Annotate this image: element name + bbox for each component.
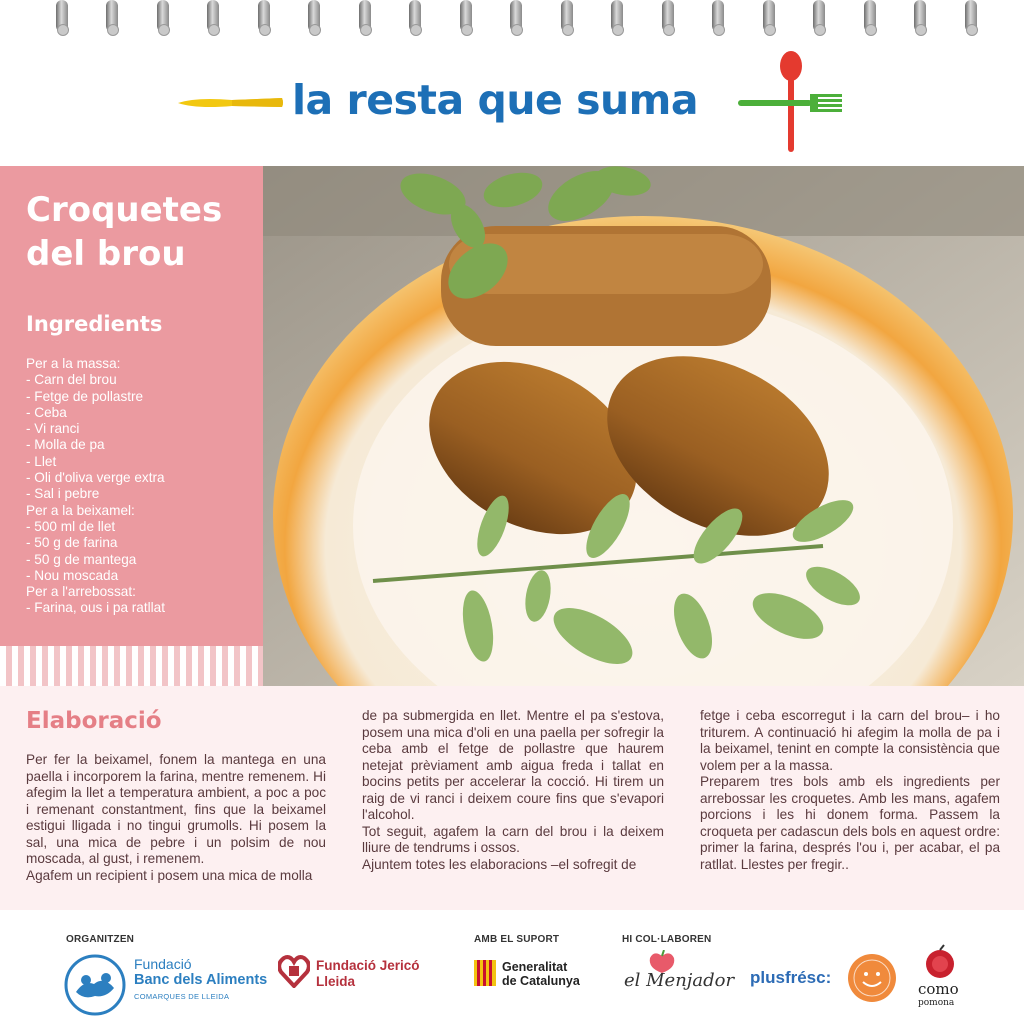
list-item: - Sal i pebre <box>26 486 100 502</box>
generalitat-logo <box>474 958 594 992</box>
paragraph: fetge i ceba escorregut i la carn del brou– i ho triturem. A continuació hi afegim la molla de pa i la beixamel, tenint en compte la consistència que volem per a la massa. <box>700 708 1000 773</box>
binding-ring <box>308 0 320 32</box>
ingredients-list <box>26 356 258 617</box>
list-item: Per a l'arrebossat: <box>26 584 136 600</box>
banc-aliments-logo <box>64 954 268 1018</box>
senyera-icon <box>474 960 496 986</box>
binding-ring <box>611 0 623 32</box>
binding-ring <box>207 0 219 32</box>
paragraph: Preparem tres bols amb els ingredients per arrebossar les croquetes. Amb les mans, agafem porcions i les hi donem forma. Passem la croqueta per cadascun dels bols en aquest ordre: primer la farina, després l'ou i, per acabar, el pa ratllat. Llestes per fregir.. <box>700 774 1000 872</box>
binding-ring <box>409 0 421 32</box>
generalitat-line-2: de Catalunya <box>502 974 580 988</box>
fork-spoon-icon <box>738 48 850 158</box>
brand-title: la resta que suma <box>292 76 699 124</box>
recipe-title-line: Croquetes <box>26 190 223 230</box>
paragraph: Per fer la beixamel, fonem la mantega en una paella i incorporem la farina, mentre remenem. Hi afegim la llet a temperatura ambient, a poc a poc i remenant constantment, fins que la beixamel estigui lligada i no tingui grumolls. Hi posem la sal, una mica de pebre i un polsim de nou moscada, al gust, i remenem. <box>26 752 326 866</box>
jerico-heart-icon <box>278 954 310 988</box>
banc-aliments-emblem-icon <box>64 954 126 1016</box>
ingredients-heading: Ingredients <box>26 312 163 336</box>
como-line-2: pomona <box>918 998 955 1008</box>
jerico-line-1: Fundació Jericó <box>316 958 420 973</box>
list-item: Per a la massa: <box>26 356 121 371</box>
sponsors-footer <box>0 910 1024 1024</box>
binding-ring <box>106 0 118 32</box>
binding-ring <box>510 0 522 32</box>
binding-ring <box>359 0 371 32</box>
elaboracio-column-1 <box>26 752 326 884</box>
generalitat-line-1: Generalitat <box>502 960 568 974</box>
croquettes-photo-illustration <box>263 166 1024 686</box>
binding-ring <box>258 0 270 32</box>
list-item: - Vi ranci <box>26 421 80 437</box>
list-item: - Ceba <box>26 404 67 420</box>
banc-line-2: Banc dels Aliments <box>134 972 268 988</box>
list-item: Per a la beixamel: <box>26 502 135 518</box>
binding-ring <box>561 0 573 32</box>
elaboracio-heading: Elaboració <box>26 708 162 734</box>
el-menjador-logo <box>622 950 738 996</box>
list-item: - 50 g de farina <box>26 535 118 551</box>
como-pomona-logo <box>914 944 966 1016</box>
recipe-title-line: del brou <box>26 234 186 274</box>
fundacio-jerico-logo <box>278 954 448 998</box>
smile-circle-logo-icon <box>846 952 898 1004</box>
binding-ring <box>965 0 977 32</box>
elaboracio-section <box>0 686 1024 910</box>
page-header <box>0 40 1024 166</box>
paragraph: Agafem un recipient i posem una mica de molla <box>26 867 313 883</box>
list-item: - Oli d'oliva verge extra <box>26 470 165 486</box>
list-item: - Carn del brou <box>26 372 117 388</box>
binding-ring <box>864 0 876 32</box>
list-item: - 500 ml de llet <box>26 518 116 534</box>
paragraph: Tot seguit, agafem la carn del brou i la deixem lliure de tendrums i ossos. <box>362 823 664 855</box>
list-item: - Molla de pa <box>26 437 105 453</box>
banc-line-1: Fundació <box>134 956 192 972</box>
organitzen-label: ORGANITZEN <box>66 934 135 945</box>
paragraph: Ajuntem totes les elaboracions –el sofregit de <box>362 856 637 872</box>
list-item: - 50 g de mantega <box>26 551 137 567</box>
spiral-binding <box>0 0 1024 40</box>
collaboren-label: HI COL·LABOREN <box>622 934 712 945</box>
list-item: - Fetge de pollastre <box>26 388 144 404</box>
banc-line-3: COMARQUES DE LLEIDA <box>134 992 230 1001</box>
paragraph: de pa submergida en llet. Mentre el pa s'estova, posem una mica d'oli en una paella per sofregir la ceba amb el fetge de pollastre que haurem netejat prèviament amb aigua freda i tallat en bocins petits per accelerar la cocció. Hi tirem un raig de vi ranci i deixem coure fins que s'evapori l'alcohol. <box>362 708 664 822</box>
pomegranate-icon <box>922 944 958 980</box>
como-line-1: como <box>918 980 959 998</box>
suport-label: AMB EL SUPORT <box>474 934 560 945</box>
list-item: - Farina, ous i pa ratllat <box>26 600 166 616</box>
binding-ring <box>813 0 825 32</box>
jerico-line-2: Lleida <box>316 974 356 989</box>
elaboracio-column-3 <box>700 708 1000 873</box>
decorative-stripes <box>0 646 263 686</box>
elaboracio-column-2 <box>362 708 664 873</box>
recipe-info-panel <box>0 166 263 686</box>
binding-ring <box>914 0 926 32</box>
recipe-title <box>26 188 256 276</box>
binding-ring <box>712 0 724 32</box>
recipe-photo <box>263 166 1024 686</box>
binding-ring <box>763 0 775 32</box>
binding-ring <box>460 0 472 32</box>
list-item: - Llet <box>26 453 57 469</box>
binding-ring <box>157 0 169 32</box>
list-item: - Nou moscada <box>26 567 119 583</box>
menjador-text: el Menjador <box>624 970 735 991</box>
plusfresc-logo: plusfrésc: <box>750 968 832 987</box>
binding-ring <box>56 0 68 32</box>
knife-icon <box>176 92 284 114</box>
binding-ring <box>662 0 674 32</box>
